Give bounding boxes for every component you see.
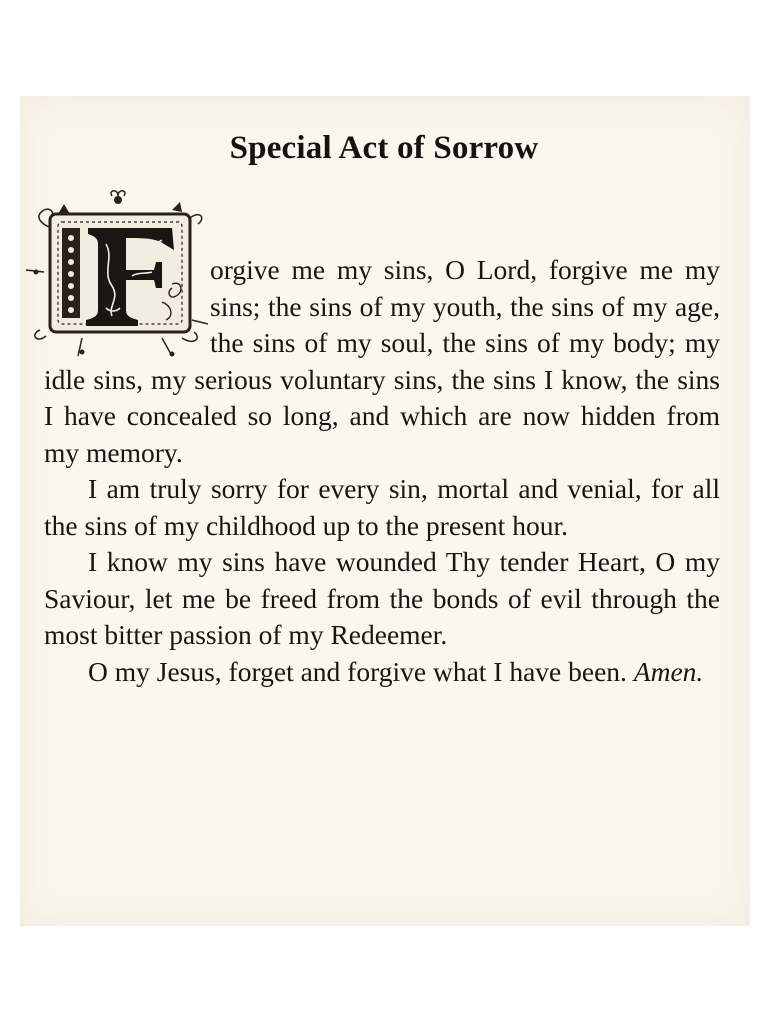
paragraph-4-text: O my Jesus, forget and forgive what I have been. xyxy=(88,655,627,687)
illuminated-drop-cap-f xyxy=(22,188,208,350)
paragraph-4 xyxy=(44,654,720,691)
paragraph-2: I am truly sorry for every sin, mortal and venial, for all the sins of my childhood up to the present hour. xyxy=(44,473,720,541)
page-title: Special Act of Sorrow xyxy=(229,130,539,166)
paragraph-1-text: orgive me my sins, O Lord, forgive me my sins; the sins of my youth, the sins of my age, the sins of my soul, the sins of my body; my idle sins, my serious voluntary sins, the sins I know, the sins I have concealed so long, and which are now hidden from my memory. xyxy=(44,254,720,468)
paragraph-1 xyxy=(44,252,720,471)
paragraph-3: I know my sins have wounded Thy tender Heart, O my Saviour, let me be freed from the bonds of evil through the most bitter passion of my Redeemer. xyxy=(44,546,720,650)
closing-amen: Amen. xyxy=(633,655,704,687)
prayer-body xyxy=(44,252,720,690)
